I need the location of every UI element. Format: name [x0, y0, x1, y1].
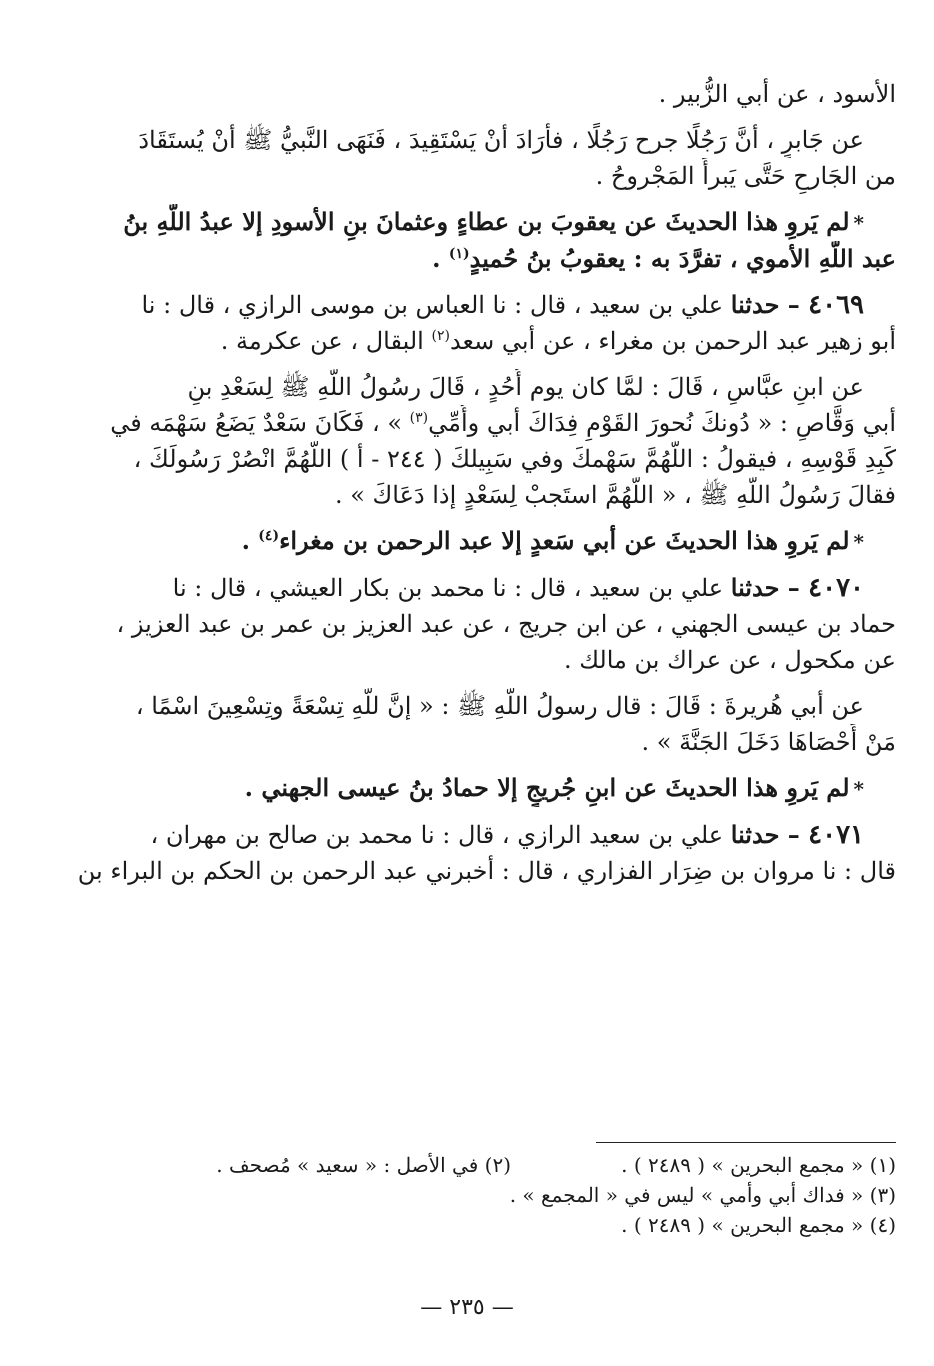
text-line	[66, 405, 896, 441]
footnotes	[66, 1150, 896, 1240]
text-line: عن جَابرٍ ، أنَّ رَجُلًا جرح رَجُلًا ، فأرَادَ أنْ يَسْتَقِيدَ ، فَنَهَى النَّبيُّ ﷺ أنْ يُستَقَادَ	[138, 126, 864, 154]
text-line	[66, 523, 896, 560]
hadith-isnad-4070	[66, 570, 896, 678]
page-number: — ٢٣٥ —	[420, 1295, 514, 1320]
tabarani-comment-paragraph	[66, 770, 896, 807]
dash: –	[779, 290, 809, 319]
comment-text: لم يَروِ هذا الحديثَ عن ابنِ جُريجٍ إلا حمادُ بنُ عيسى الجهني .	[244, 773, 850, 802]
footnote-3: (٣) « فداك أبي وأمي » ليس في « المجمع » .	[509, 1183, 896, 1207]
text-line: حماد بن عيسى الجهني ، عن ابن جريج ، عن عبد العزيز بن عمر بن عبد العزيز ،	[116, 610, 896, 638]
hadith-isnad-4069	[66, 287, 896, 359]
hadith-matn-paragraph	[66, 688, 896, 760]
asterisk-icon: *	[853, 530, 864, 554]
dash: –	[779, 573, 809, 602]
footnote-row	[66, 1180, 896, 1210]
hadith-matn-paragraph	[66, 369, 896, 513]
text-line	[66, 570, 896, 606]
text-line: من الجَارحِ حَتَّى يَبرأَ المَجْروحُ .	[595, 162, 896, 190]
footnote-ref: (٤)	[258, 528, 280, 544]
footnote-ref: (٢)	[431, 328, 450, 344]
text-line	[66, 817, 896, 853]
text-line: عن ابنِ عبَّاسٍ ، قَالَ : لمَّا كان يوم أُحُدٍ ، قَالَ رسُولُ اللَّهِ ﷺ لِسَعْدِ بنِ	[187, 373, 864, 401]
isnad-text: البقال ، عن عكرمة .	[220, 327, 432, 355]
footnote-row	[66, 1150, 896, 1180]
footnote-2: (٢) في الأصل : « سعيد » مُصحف .	[216, 1153, 511, 1177]
text-line: مَنْ أَحْصَاهَا دَخَلَ الجَنَّةَ » .	[641, 728, 896, 756]
text-line: فقالَ رَسُولُ اللَّهِ ﷺ ، « اللَّهُمَّ استَجبْ لِسَعْدٍ إذا دَعَاكَ » .	[334, 481, 896, 509]
isnad-text: أبو زهير عبد الرحمن بن مغراء ، عن أبي سعد	[449, 327, 896, 355]
haddathana-word: حدثنا	[730, 820, 780, 849]
hadith-number: ٤٠٦٩	[808, 290, 864, 320]
text-line: قال : نا مروان بن ضِرَار الفزاري ، قال : أخبرني عبد الرحمن بن الحكم بن البراء بن	[77, 857, 896, 885]
hadith-number: ٤٠٧٠	[808, 573, 864, 603]
footnote-ref: (١)	[448, 246, 470, 262]
tabarani-comment-paragraph	[66, 204, 896, 277]
haddathana-word: حدثنا	[730, 290, 780, 319]
text-line	[66, 323, 896, 359]
punctuation: .	[432, 244, 449, 273]
page-body	[66, 76, 896, 899]
footnote-1: (١) « مجمع البحرين » ( ٢٤٨٩ ) .	[621, 1153, 896, 1177]
matn-text: » ، فَكَانَ سَعْدٌ يَضَعُ سَهْمَه في	[110, 409, 410, 437]
paragraph-continuation	[66, 76, 896, 112]
asterisk-icon: *	[853, 777, 864, 801]
isnad-text: علي بن سعيد ، قال : نا محمد بن بكار العيشي ، قال : نا	[172, 574, 731, 602]
matn-text: أبي وَقَّاصٍ : « دُونكَ نُحورَ القَوْمِ فِدَاكَ أبي وأُمِّي	[428, 409, 896, 437]
comment-text: لم يَروِ هذا الحديثَ عن أبي سَعدٍ إلا عبد الرحمن بن مغراء	[279, 526, 850, 555]
comment-text: لم يَروِ هذا الحديثَ عن يعقوبَ بن عطاءٍ وعثمانَ بنِ الأسودِ إلا عبدُ اللَّهِ بنُ	[123, 207, 850, 236]
asterisk-icon: *	[853, 211, 864, 235]
text-line: الأسود ، عن أبي الزُّبير .	[658, 80, 896, 108]
text-line	[66, 287, 896, 323]
hadith-number: ٤٠٧١	[808, 820, 864, 850]
haddathana-word: حدثنا	[730, 573, 780, 602]
footnote-row	[66, 1210, 896, 1240]
isnad-text: علي بن سعيد الرازي ، قال : نا محمد بن صالح بن مهران ،	[150, 821, 731, 849]
dash: –	[779, 820, 809, 849]
footnote-4: (٤) « مجمع البحرين » ( ٢٤٨٩ ) .	[621, 1213, 896, 1237]
isnad-text: علي بن سعيد ، قال : نا العباس بن موسى الرازي ، قال : نا	[141, 291, 731, 319]
text-line	[66, 770, 896, 807]
hadith-matn-paragraph	[66, 122, 896, 194]
text-line	[66, 241, 896, 277]
footnote-ref: (٣)	[409, 410, 429, 426]
text-line: عن أبي هُريرةَ : قَالَ : قال رسولُ اللَّهِ ﷺ : « إنَّ للَّهِ تِسْعَةً وتِسْعِينَ اسْمًا ،	[135, 692, 864, 720]
punctuation: .	[241, 526, 259, 555]
text-line: عن مكحول ، عن عراك بن مالك .	[563, 646, 896, 674]
footnote-divider	[596, 1142, 896, 1143]
text-line	[66, 204, 896, 241]
comment-text: عبد اللَّهِ الأموي ، تفرَّدَ به : يعقوبُ بنُ حُميدٍ	[469, 244, 896, 273]
text-line: كَبِدِ قَوْسِهِ ، فيقولُ : اللَّهُمَّ سَهْمكَ وفي سَبِيلكَ ( ٢٤٤ - أ ) اللَّهُمَّ انْصُرْ رَسُولَكَ ،	[133, 445, 896, 473]
tabarani-comment-paragraph	[66, 523, 896, 560]
hadith-isnad-4071	[66, 817, 896, 889]
